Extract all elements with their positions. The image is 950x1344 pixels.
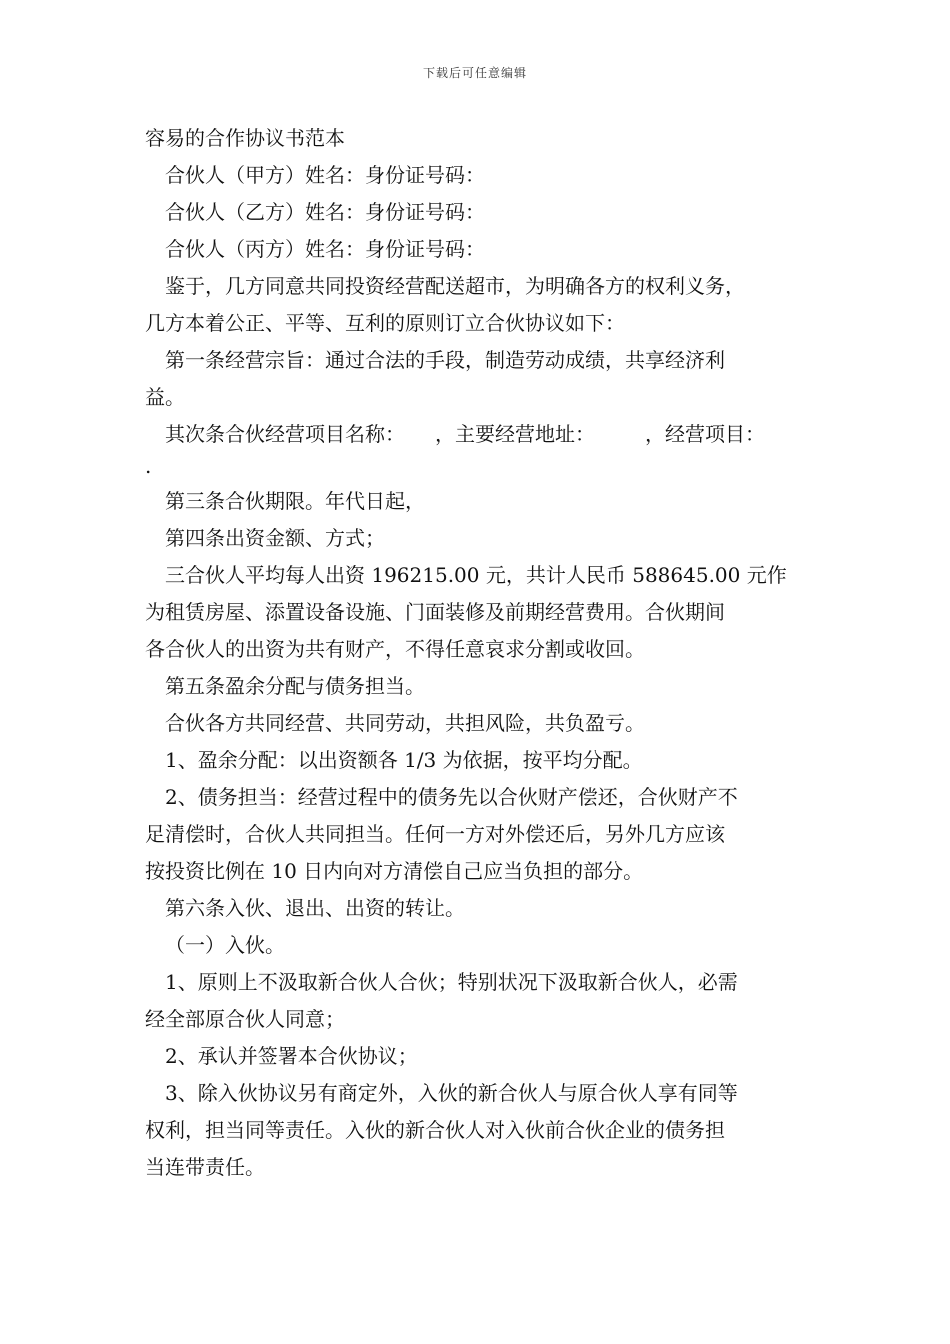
document-title: 容易的合作协议书范本 [145,126,345,150]
text-line: （一）入伙。 [165,933,285,957]
text-line: 为租赁房屋、添置设备设施、门面装修及前期经营费用。合伙期间 [145,600,725,624]
page-header-note: 下载后可任意编辑 [422,66,527,80]
text-line: 3、除入伙协议另有商定外，入伙的新合伙人与原合伙人享有同等 [165,1081,738,1105]
text-line: 合伙各方共同经营、共同劳动，共担风险，共负盈亏。 [165,711,645,735]
paragraph-lines [145,157,810,1186]
text-line: 合伙人（乙方）姓名：身份证号码： [165,200,485,224]
text-line: 第四条出资金额、方式； [165,526,385,550]
text-line: 第六条入伙、退出、出资的转让。 [165,896,465,920]
text-line: 几方本着公正、平等、互利的原则订立合伙协议如下： [145,311,625,335]
document-body [145,120,810,1186]
text-line: 第三条合伙期限。年代日起， [165,489,425,513]
text-line: 第五条盈余分配与债务担当。 [165,674,425,698]
text-line: 1、原则上不汲取新合伙人合伙；特别状况下汲取新合伙人，必需 [165,970,738,994]
text-line: 足清偿时，合伙人共同担当。任何一方对外偿还后，另外几方应该 [145,822,725,846]
text-line: 经全部原合伙人同意； [145,1007,345,1031]
text-line: 鉴于，几方同意共同投资经营配送超市，为明确各方的权利义务， [165,274,745,298]
text-line: 益。 [145,385,185,409]
text-line: 各合伙人的出资为共有财产，不得任意哀求分割或收回。 [145,637,645,661]
text-line: 2、承认并签署本合伙协议； [165,1044,418,1068]
text-line: 1、盈余分配：以出资额各 1/3 为依据，按平均分配。 [165,748,643,772]
text-line: 三合伙人平均每人出资 196215.00 元，共计人民币 588645.00 元作 [165,563,787,587]
text-line: 合伙人（甲方）姓名：身份证号码： [165,163,485,187]
text-line: 当连带责任。 [145,1155,265,1179]
text-line: 按投资比例在 10 日内向对方清偿自己应当负担的部分。 [145,859,644,883]
text-line: 其次条合伙经营项目名称： ，主要经营地址： ，经营项目： [165,422,765,446]
text-line: . [145,454,152,478]
text-line: 第一条经营宗旨：通过合法的手段，制造劳动成绩，共享经济利 [165,348,725,372]
text-line: 2、债务担当：经营过程中的债务先以合伙财产偿还，合伙财产不 [165,785,738,809]
text-line: 权利，担当同等责任。入伙的新合伙人对入伙前合伙企业的债务担 [145,1118,725,1142]
text-line: 合伙人（丙方）姓名：身份证号码： [165,237,485,261]
